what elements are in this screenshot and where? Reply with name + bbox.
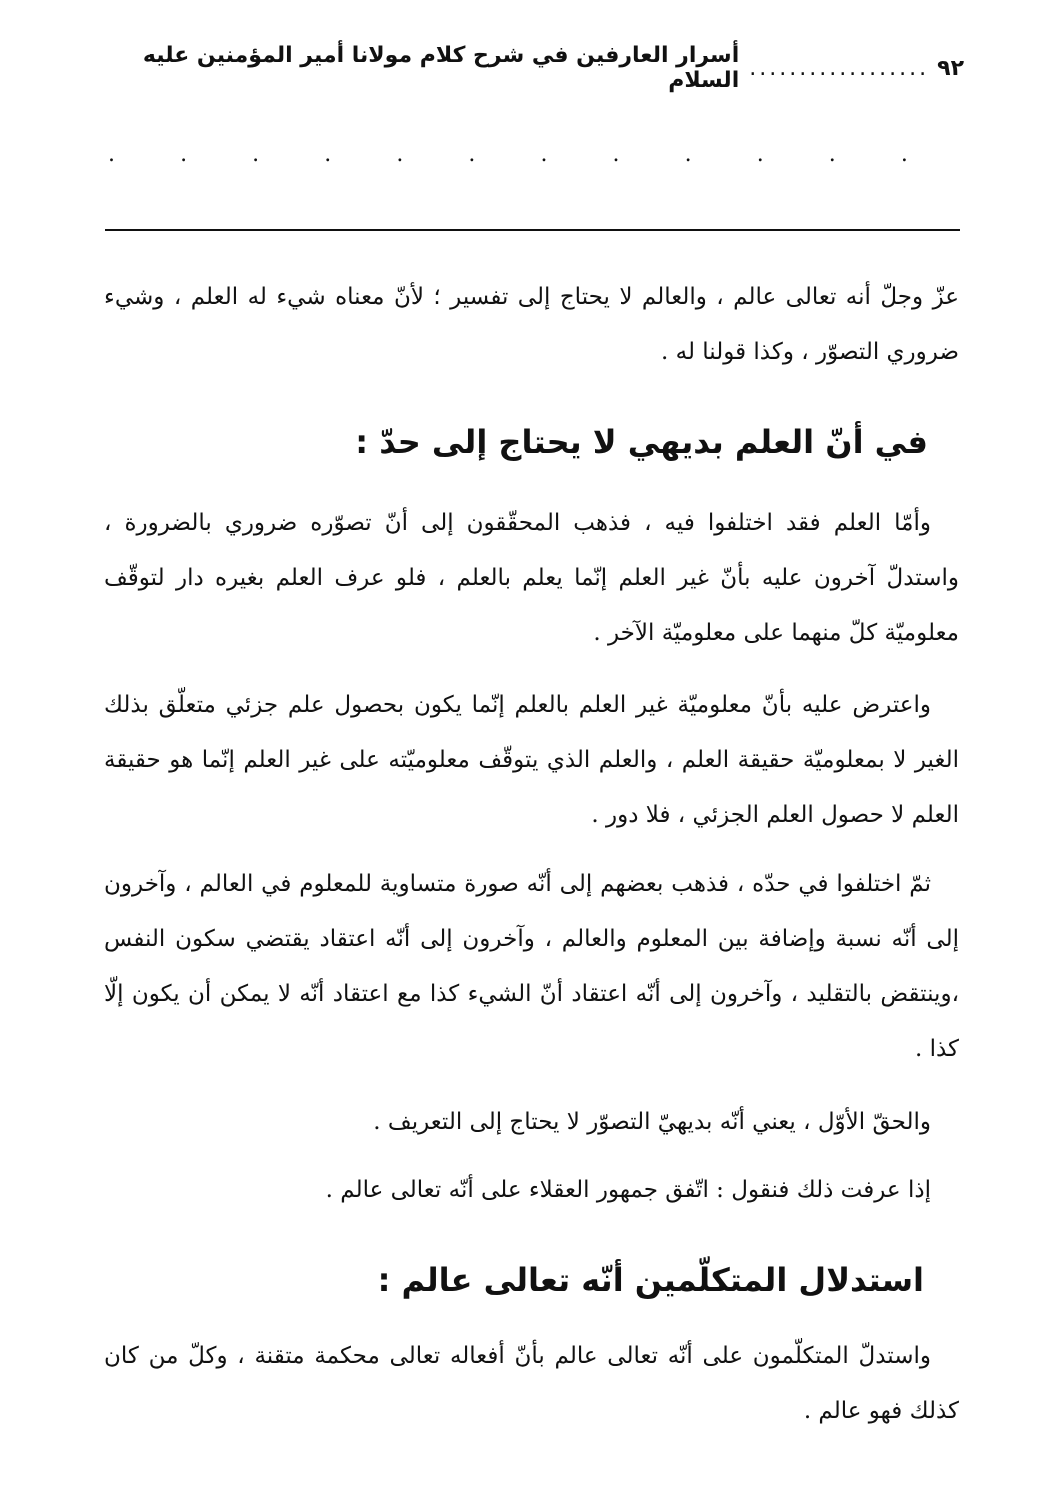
ornament-dot: . xyxy=(540,142,548,167)
header-leader-dots: .................. xyxy=(749,55,930,81)
paragraph-theologians-argument: واستدلّ المتكلّمون على أنّه تعالى عالم بأنّ أفعاله تعالى محكمة متقنة ، وكلّ من كان كذلك فهو عالم . xyxy=(104,1343,959,1424)
paragraph-continuation: عزّ وجلّ أنه تعالى عالم ، والعالم لا يحتاج إلى تفسير ؛ لأنّ معناه شيء له العلم ، وشيء ضروري التصوّر ، وكذا قولنا له . xyxy=(104,284,959,365)
ornament-dot: . xyxy=(108,142,115,167)
running-header xyxy=(100,44,964,92)
ornament-dot: . xyxy=(468,142,476,167)
ornament-dot: . xyxy=(396,142,404,167)
ornament-dot: . xyxy=(324,142,332,167)
ornament-dot: . xyxy=(252,142,260,167)
ornament-dots-row xyxy=(108,144,908,166)
ornament-dot: . xyxy=(612,142,620,167)
running-title: أسرار العارفين في شرح كلام مولانا أمير المؤمنين عليه السلام xyxy=(142,43,740,93)
paragraph-disagreement-on-knowledge: وأمّا العلم فقد اختلفوا فيه ، فذهب المحقّقون إلى أنّ تصوّره ضروري بالضرورة ، واستدلّ آخرون عليه بأنّ غير العلم إنّما يعلم بالعلم ، فلو عرف العلم بغيره دار لتوقّف معلوميّة كلّ منهما على معلوميّة الآخر . xyxy=(104,510,959,646)
paragraph-correct-view: والحقّ الأوّل ، يعني أنّه بديهيّ التصوّر لا يحتاج إلى التعريف . xyxy=(373,1109,931,1135)
ornament-dot: . xyxy=(756,142,764,167)
section-heading-knowledge-self-evident: في أنّ العلم بديهي لا يحتاج إلى حدّ : xyxy=(355,423,928,461)
paragraph-consensus: إذا عرفت ذلك فنقول : اتّفق جمهور العقلاء على أنّه تعالى عالم . xyxy=(325,1177,931,1203)
ornament-dot: . xyxy=(900,142,908,167)
ornament-dot: . xyxy=(180,142,188,167)
paragraph-definitions: ثمّ اختلفوا في حدّه ، فذهب بعضهم إلى أنّه صورة متساوية للمعلوم في العالم ، وآخرون إلى أنّه نسبة وإضافة بين المعلوم والعالم ، وآخرون إلى أنّه اعتقاد يقتضي سكون النفس ،وينتقض بالتقليد ، وآخرون إلى أنّه اعتقاد أنّ الشيء كذا مع اعتقاد أنّه لا يمكن أن يكون إلّا كذا . xyxy=(104,871,959,1062)
ornament-dot: . xyxy=(684,142,692,167)
ornament-dot: . xyxy=(828,142,836,167)
horizontal-rule xyxy=(105,229,960,231)
page-number: ٩٢ xyxy=(937,55,964,81)
paragraph-objection: واعترض عليه بأنّ معلوميّة غير العلم بالعلم إنّما يكون بحصول علم جزئي متعلّق بذلك الغير لا بمعلوميّة حقيقة العلم ، والعلم الذي يتوقّف معلوميّته على غير العلم إنّما هو حقيقة العلم لا حصول العلم الجزئي ، فلا دور . xyxy=(104,692,959,828)
section-heading-theologians-argument: استدلال المتكلّمين أنّه تعالى عالم : xyxy=(377,1261,924,1299)
